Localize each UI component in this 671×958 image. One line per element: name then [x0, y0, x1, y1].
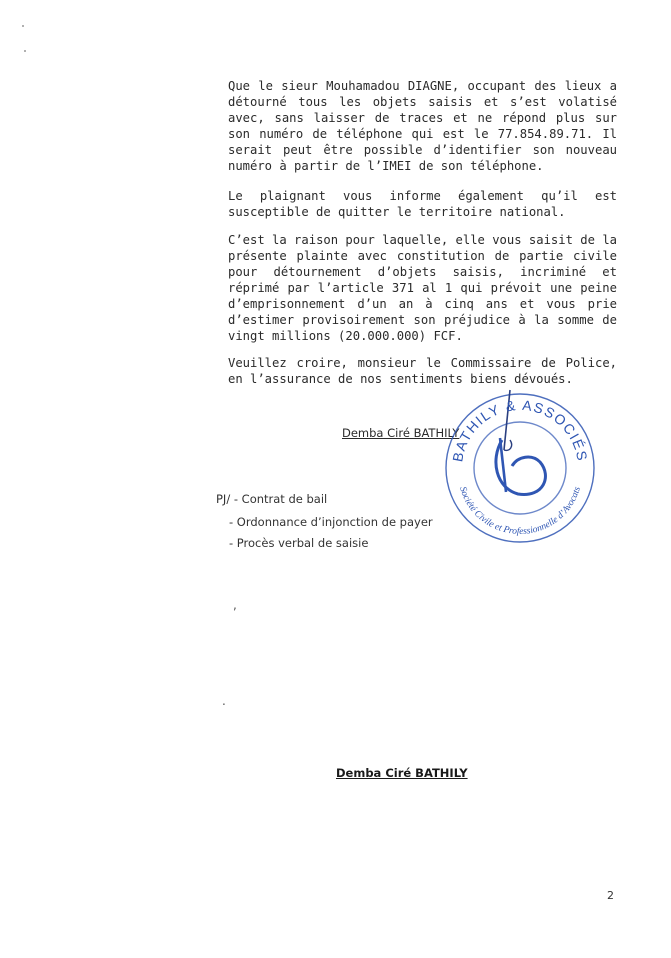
- paragraph-detournement: Que le sieur Mouhamadou DIAGNE, occupant des lieux a détourné tous les objets saisis et s’est volatisé avec, sans laisser de traces et ne répond plus sur son numéro de téléphone qui est le 77.854.89.71. Il serait peut être possible d’identifier son nouveau numéro à partir de l’IMEI de son téléphone.: [228, 79, 617, 173]
- attachment-item: PJ/ - Contrat de bail: [216, 492, 328, 506]
- stray-comma: ,: [233, 598, 237, 612]
- scan-speck: [24, 50, 26, 52]
- stray-dot: .: [222, 694, 226, 708]
- signatory-name-bottom: Demba Ciré BATHILY: [336, 766, 468, 780]
- stamp-bottom-text: Société Civile et Professionnelle d’Avocats: [457, 485, 583, 538]
- page-number: 2: [607, 889, 614, 902]
- signatory-name-top: Demba Ciré BATHILY: [342, 426, 460, 440]
- paragraph-informe: Le plaignant vous informe également qu’il est susceptible de quitter le territoire national.: [228, 189, 617, 219]
- scan-speck: [22, 25, 24, 27]
- attachment-item: - Ordonnance d’injonction de payer: [229, 515, 433, 529]
- attachment-item: - Procès verbal de saisie: [229, 536, 369, 550]
- firm-stamp: [440, 380, 600, 550]
- paragraph-closing: Veuillez croire, monsieur le Commissaire de Police, en l’assurance de nos sentiments biens dévoués.: [228, 356, 617, 386]
- paragraph-plainte: C’est la raison pour laquelle, elle vous saisit de la présente plainte avec constitution de partie civile pour détournement d’objets saisis, incriminé et réprimé par l’article 371 al 1 qui prévoit une peine d’emprisonnement d’un an à cinq ans et vous prie d’estimer provisoirement son préjudice à la somme de vingt millions (20.000.000) FCF.: [228, 233, 617, 343]
- stamp-top-text: BATHILY & ASSOCIÉS: [449, 396, 591, 464]
